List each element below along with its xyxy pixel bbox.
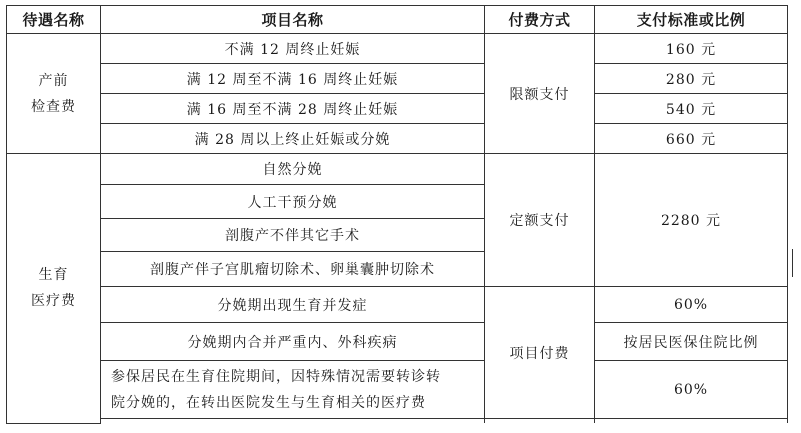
category-prenatal-line1: 产前 [38, 72, 69, 89]
edge-line [792, 249, 793, 277]
cut-cell [485, 419, 595, 424]
header-item-name: 项目名称 [101, 6, 485, 34]
category-prenatal [7, 34, 101, 154]
table-row [7, 94, 788, 124]
header-payment-method: 付费方式 [485, 6, 595, 34]
standard-cell: 160 元 [595, 34, 788, 64]
item-cell: 满 12 周至不满 16 周终止妊娠 [101, 64, 485, 94]
item-cell: 满 28 周以上终止妊娠或分娩 [101, 124, 485, 154]
standard-cell: 60% [595, 361, 788, 419]
table-row [7, 64, 788, 94]
category-prenatal-line2: 检查费 [31, 98, 76, 115]
item-cell: 分娩期出现生育并发症 [101, 287, 485, 323]
table-row [7, 124, 788, 154]
item-cell: 剖腹产不伴其它手术 [101, 219, 485, 252]
table-row [7, 154, 788, 185]
item-cell: 分娩期内合并严重内、外科疾病 [101, 323, 485, 361]
table-row [7, 361, 788, 419]
standard-cell: 60% [595, 287, 788, 323]
cut-cell [101, 419, 485, 424]
category-birth-medical [7, 154, 101, 424]
item-cell: 人工干预分娩 [101, 185, 485, 219]
standard-fixed: 2280 元 [595, 154, 788, 287]
benefits-table [6, 5, 788, 424]
table-row [7, 287, 788, 323]
category-birth-medical-line2: 医疗费 [31, 293, 76, 310]
payment-method-fixed: 定额支付 [485, 154, 595, 287]
item-cell-transfer [101, 361, 485, 419]
payment-method-limit: 限额支付 [485, 34, 595, 154]
payment-method-item: 项目付费 [485, 287, 595, 419]
header-payment-standard: 支付标准或比例 [595, 6, 788, 34]
standard-cell: 540 元 [595, 94, 788, 124]
transfer-line2: 院分娩的，在转出医院发生与生育相关的医疗费 [111, 394, 426, 411]
table-row [7, 323, 788, 361]
table-row-cut [7, 419, 788, 424]
header-row [7, 6, 788, 34]
standard-cell: 280 元 [595, 64, 788, 94]
cut-cell [595, 419, 788, 424]
transfer-line1: 参保居民在生育住院期间，因特殊情况需要转诊转 [111, 368, 441, 385]
standard-cell: 660 元 [595, 124, 788, 154]
item-cell: 剖腹产伴子宫肌瘤切除术、卵巢囊肿切除术 [101, 252, 485, 287]
category-birth-medical-line1: 生育 [38, 267, 69, 284]
standard-cell: 按居民医保住院比例 [595, 323, 788, 361]
header-benefit-name: 待遇名称 [7, 6, 101, 34]
item-cell: 自然分娩 [101, 154, 485, 185]
table-row [7, 34, 788, 64]
item-cell: 不满 12 周终止妊娠 [101, 34, 485, 64]
item-cell: 满 16 周至不满 28 周终止妊娠 [101, 94, 485, 124]
